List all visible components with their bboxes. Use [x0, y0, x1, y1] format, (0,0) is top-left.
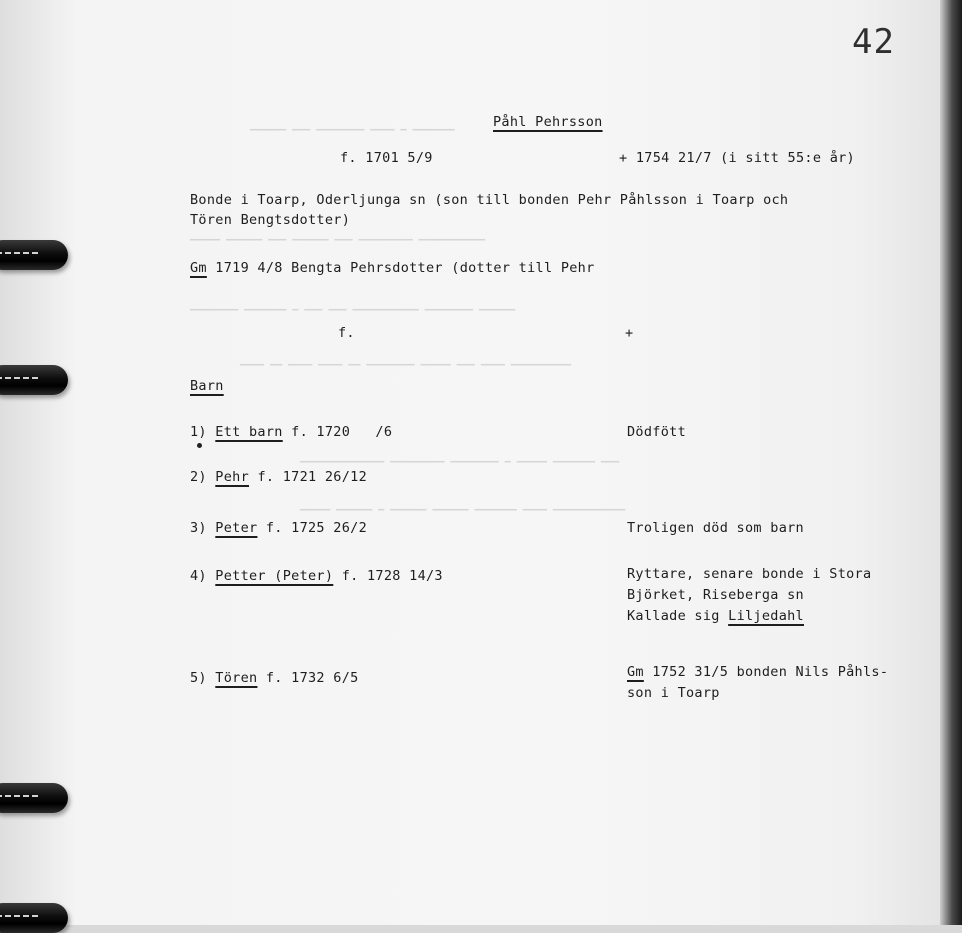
child-number: 5) — [190, 670, 207, 686]
child-note: Dödfött — [627, 424, 686, 440]
child-name: Ett barn — [215, 424, 283, 440]
marriage-line — [190, 260, 595, 276]
child-note — [627, 664, 888, 680]
child-birth: f. 1720 /6 — [282, 424, 393, 440]
child-birth: f. 1725 26/2 — [257, 520, 367, 536]
bio-line-2: Tören Bengtsdotter) — [190, 212, 351, 228]
child-note: son i Toarp — [627, 685, 720, 701]
child-name: Tören — [215, 670, 258, 686]
page-number: 42 — [852, 22, 895, 62]
child-row — [190, 568, 443, 584]
marriage-text: 1719 4/8 Bengta Pehrsdotter (dotter till Pehr — [206, 260, 595, 276]
child-row — [190, 520, 367, 536]
death-date: + 1754 21/7 (i sitt 55:e år) — [619, 150, 855, 166]
child-row — [190, 670, 359, 686]
bio-line-1: Bonde i Toarp, Oderljunga sn (son till bonden Pehr Påhlsson i Toarp och — [190, 192, 789, 208]
child-birth: f. 1732 6/5 — [257, 670, 359, 686]
child-name: Petter (Peter) — [215, 568, 334, 584]
child-note: Troligen död som barn — [627, 520, 804, 536]
child-number: 1) — [190, 424, 207, 440]
birth-date: f. 1701 5/9 — [340, 150, 433, 166]
page-title: Påhl Pehrsson — [493, 114, 603, 130]
marriage-birth-mark: f. — [338, 325, 355, 341]
child-note-text: 1752 31/5 bonden Nils Påhls- — [643, 664, 889, 680]
marriage-abbrev: Gm — [627, 664, 644, 680]
ink-dot — [197, 443, 202, 448]
child-row — [190, 469, 367, 485]
child-number: 4) — [190, 568, 207, 584]
binder-ring — [0, 365, 68, 395]
page-edge — [940, 0, 962, 925]
child-note: Ryttare, senare bonde i Stora — [627, 566, 872, 582]
marriage-abbrev: Gm — [190, 260, 207, 276]
child-birth: f. 1728 14/3 — [333, 568, 443, 584]
child-number: 2) — [190, 469, 207, 485]
child-note-text: Kallade sig — [627, 608, 729, 624]
child-note: Björket, Riseberga sn — [627, 587, 804, 603]
child-note — [627, 608, 804, 624]
child-name: Peter — [215, 520, 258, 536]
child-birth: f. 1721 26/12 — [249, 469, 368, 485]
child-number: 3) — [190, 520, 207, 536]
binder-ring — [0, 240, 68, 270]
children-heading: Barn — [190, 378, 224, 394]
binder-ring — [0, 903, 68, 933]
child-alias: Liljedahl — [728, 608, 804, 624]
child-row — [190, 424, 392, 440]
binder-ring — [0, 783, 68, 813]
marriage-death-mark: + — [625, 325, 634, 341]
child-name: Pehr — [215, 469, 250, 485]
